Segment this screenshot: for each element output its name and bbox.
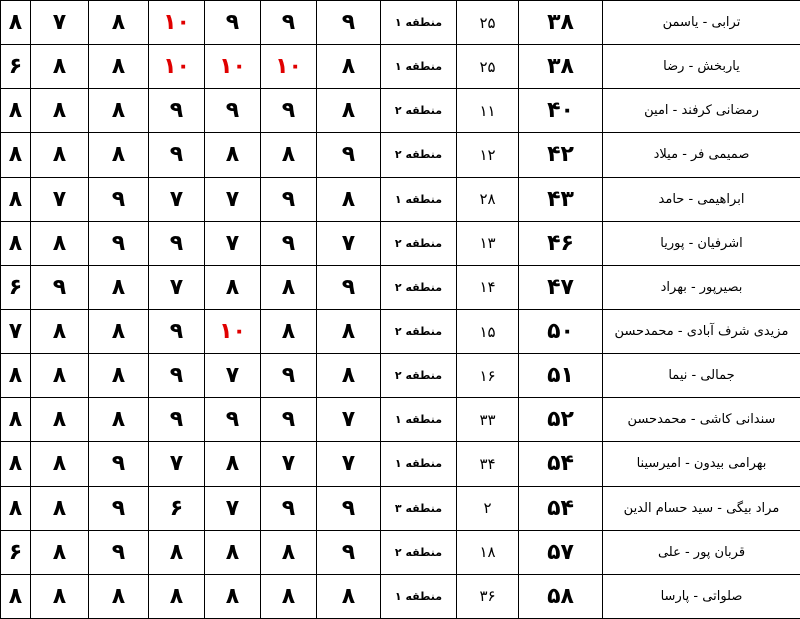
region-label: منطقه ۱ — [381, 45, 457, 89]
score-cell: ۸ — [31, 133, 89, 177]
score-cell: ۹ — [317, 1, 381, 45]
table-row — [1, 45, 800, 89]
score-cell: ۶ — [1, 530, 31, 574]
student-name: اشرفیان - پوریا — [603, 221, 800, 265]
score-cell: ۸ — [205, 442, 261, 486]
score-cell: ۷ — [31, 1, 89, 45]
rank-number: ۵۷ — [519, 530, 603, 574]
score-cell: ۹ — [205, 398, 261, 442]
score-cell: ۹ — [205, 89, 261, 133]
region-label: منطقه ۲ — [381, 530, 457, 574]
score-cell: ۸ — [89, 133, 149, 177]
student-name: بهرامی بیدون - امیرسینا — [603, 442, 800, 486]
score-cell: ۱۰ — [149, 1, 205, 45]
score-cell: ۹ — [149, 354, 205, 398]
region-label: منطقه ۳ — [381, 486, 457, 530]
score-cell: ۸ — [149, 574, 205, 618]
score-cell: ۸ — [31, 530, 89, 574]
score-cell: ۹ — [31, 265, 89, 309]
score-cell: ۸ — [31, 574, 89, 618]
rank-number: ۵۸ — [519, 574, 603, 618]
student-code: ۳۶ — [457, 574, 519, 618]
score-cell: ۸ — [1, 133, 31, 177]
score-cell: ۸ — [89, 89, 149, 133]
region-label: منطقه ۱ — [381, 398, 457, 442]
score-cell: ۷ — [205, 177, 261, 221]
score-cell: ۸ — [89, 354, 149, 398]
table-row — [1, 486, 800, 530]
student-name: جمالی - نیما — [603, 354, 800, 398]
score-cell: ۸ — [89, 398, 149, 442]
score-cell: ۷ — [261, 442, 317, 486]
rank-number: ۵۱ — [519, 354, 603, 398]
score-cell: ۹ — [261, 354, 317, 398]
score-cell: ۹ — [89, 177, 149, 221]
score-cell: ۸ — [1, 398, 31, 442]
score-cell: ۸ — [89, 574, 149, 618]
student-code: ۱۵ — [457, 309, 519, 353]
score-cell: ۶ — [1, 45, 31, 89]
score-cell: ۷ — [205, 486, 261, 530]
score-cell: ۸ — [1, 354, 31, 398]
score-cell: ۸ — [1, 221, 31, 265]
student-code: ۲۸ — [457, 177, 519, 221]
score-cell: ۸ — [317, 354, 381, 398]
score-cell: ۸ — [31, 45, 89, 89]
score-cell: ۹ — [261, 221, 317, 265]
region-label: منطقه ۱ — [381, 1, 457, 45]
score-cell: ۸ — [317, 45, 381, 89]
score-cell: ۸ — [205, 530, 261, 574]
score-cell: ۷ — [205, 354, 261, 398]
table-row — [1, 89, 800, 133]
table-row — [1, 221, 800, 265]
score-cell: ۸ — [261, 265, 317, 309]
score-cell: ۸ — [317, 89, 381, 133]
student-name: بصیرپور - بهراد — [603, 265, 800, 309]
score-cell: ۹ — [149, 133, 205, 177]
rank-number: ۴۲ — [519, 133, 603, 177]
student-name: قربان پور - علی — [603, 530, 800, 574]
score-cell: ۷ — [149, 177, 205, 221]
student-name: مزیدی شرف آبادی - محمدحسن — [603, 309, 800, 353]
region-label: منطقه ۲ — [381, 133, 457, 177]
rank-number: ۵۴ — [519, 486, 603, 530]
score-cell: ۷ — [317, 221, 381, 265]
rank-number: ۴۷ — [519, 265, 603, 309]
score-cell: ۹ — [317, 486, 381, 530]
score-cell: ۹ — [149, 309, 205, 353]
rank-number: ۴۳ — [519, 177, 603, 221]
table-row — [1, 442, 800, 486]
score-cell: ۸ — [31, 486, 89, 530]
score-cell: ۷ — [317, 398, 381, 442]
score-cell: ۹ — [89, 442, 149, 486]
score-cell: ۹ — [149, 398, 205, 442]
score-cell: ۹ — [89, 221, 149, 265]
table-row — [1, 177, 800, 221]
student-code: ۲۵ — [457, 45, 519, 89]
score-cell: ۸ — [1, 486, 31, 530]
student-name: رمضانی کرفند - امین — [603, 89, 800, 133]
score-cell: ۸ — [149, 530, 205, 574]
table-row — [1, 1, 800, 45]
score-cell: ۸ — [89, 309, 149, 353]
table-body — [1, 1, 800, 619]
rank-number: ۳۸ — [519, 1, 603, 45]
rank-number: ۴۰ — [519, 89, 603, 133]
score-cell: ۸ — [1, 442, 31, 486]
rank-number: ۳۸ — [519, 45, 603, 89]
score-cell: ۹ — [261, 177, 317, 221]
score-cell: ۹ — [261, 398, 317, 442]
student-name: صمیمی فر - میلاد — [603, 133, 800, 177]
score-cell: ۷ — [317, 442, 381, 486]
region-label: منطقه ۱ — [381, 442, 457, 486]
score-cell: ۸ — [89, 265, 149, 309]
score-cell: ۸ — [31, 354, 89, 398]
student-code: ۱۱ — [457, 89, 519, 133]
student-code: ۳۳ — [457, 398, 519, 442]
student-code: ۱۶ — [457, 354, 519, 398]
score-cell: ۷ — [205, 221, 261, 265]
region-label: منطقه ۲ — [381, 221, 457, 265]
score-cell: ۸ — [31, 221, 89, 265]
score-cell: ۸ — [205, 574, 261, 618]
region-label: منطقه ۱ — [381, 177, 457, 221]
student-code: ۲ — [457, 486, 519, 530]
student-name: مراد بیگی - سید حسام الدین — [603, 486, 800, 530]
student-code: ۱۸ — [457, 530, 519, 574]
rank-number: ۵۰ — [519, 309, 603, 353]
score-cell: ۱۰ — [261, 45, 317, 89]
rank-number: ۵۴ — [519, 442, 603, 486]
rank-number: ۴۶ — [519, 221, 603, 265]
score-cell: ۸ — [1, 89, 31, 133]
table-row — [1, 265, 800, 309]
student-name: سندانی کاشی - محمدحسن — [603, 398, 800, 442]
score-cell: ۱۰ — [205, 45, 261, 89]
score-cell: ۸ — [317, 574, 381, 618]
table-row — [1, 574, 800, 618]
student-name: ابراهیمی - حامد — [603, 177, 800, 221]
score-cell: ۸ — [317, 309, 381, 353]
student-name: یاربخش - رضا — [603, 45, 800, 89]
student-code: ۲۵ — [457, 1, 519, 45]
score-cell: ۸ — [31, 309, 89, 353]
score-cell: ۱۰ — [149, 45, 205, 89]
score-cell: ۹ — [317, 530, 381, 574]
student-code: ۱۲ — [457, 133, 519, 177]
score-cell: ۹ — [261, 1, 317, 45]
score-cell: ۹ — [317, 133, 381, 177]
score-cell: ۷ — [1, 309, 31, 353]
table-row — [1, 398, 800, 442]
region-label: منطقه ۲ — [381, 354, 457, 398]
score-cell: ۸ — [317, 177, 381, 221]
score-cell: ۸ — [89, 45, 149, 89]
score-cell: ۹ — [149, 221, 205, 265]
score-cell: ۱۰ — [205, 309, 261, 353]
score-cell: ۸ — [89, 1, 149, 45]
score-cell: ۸ — [205, 265, 261, 309]
score-cell: ۷ — [31, 177, 89, 221]
score-cell: ۷ — [149, 442, 205, 486]
score-cell: ۸ — [1, 574, 31, 618]
score-cell: ۶ — [1, 265, 31, 309]
score-cell: ۸ — [1, 177, 31, 221]
score-cell: ۸ — [261, 574, 317, 618]
score-cell: ۸ — [205, 133, 261, 177]
score-cell: ۸ — [261, 309, 317, 353]
score-cell: ۹ — [261, 486, 317, 530]
table-row — [1, 133, 800, 177]
student-code: ۱۳ — [457, 221, 519, 265]
table-row — [1, 354, 800, 398]
region-label: منطقه ۲ — [381, 265, 457, 309]
score-cell: ۸ — [31, 89, 89, 133]
student-code: ۱۴ — [457, 265, 519, 309]
region-label: منطقه ۱ — [381, 574, 457, 618]
score-cell: ۹ — [149, 89, 205, 133]
score-cell: ۹ — [261, 89, 317, 133]
score-cell: ۹ — [317, 265, 381, 309]
score-cell: ۹ — [89, 486, 149, 530]
score-cell: ۹ — [89, 530, 149, 574]
score-cell: ۶ — [149, 486, 205, 530]
score-cell: ۸ — [261, 530, 317, 574]
table-row — [1, 530, 800, 574]
rank-number: ۵۲ — [519, 398, 603, 442]
region-label: منطقه ۲ — [381, 309, 457, 353]
score-cell: ۹ — [205, 1, 261, 45]
score-cell: ۸ — [31, 442, 89, 486]
student-code: ۳۴ — [457, 442, 519, 486]
score-cell: ۷ — [149, 265, 205, 309]
score-cell: ۸ — [31, 398, 89, 442]
region-label: منطقه ۲ — [381, 89, 457, 133]
score-cell: ۸ — [1, 1, 31, 45]
student-name: صلواتی - پارسا — [603, 574, 800, 618]
score-cell: ۸ — [261, 133, 317, 177]
student-name: ترابی - یاسمن — [603, 1, 800, 45]
table-row — [1, 309, 800, 353]
